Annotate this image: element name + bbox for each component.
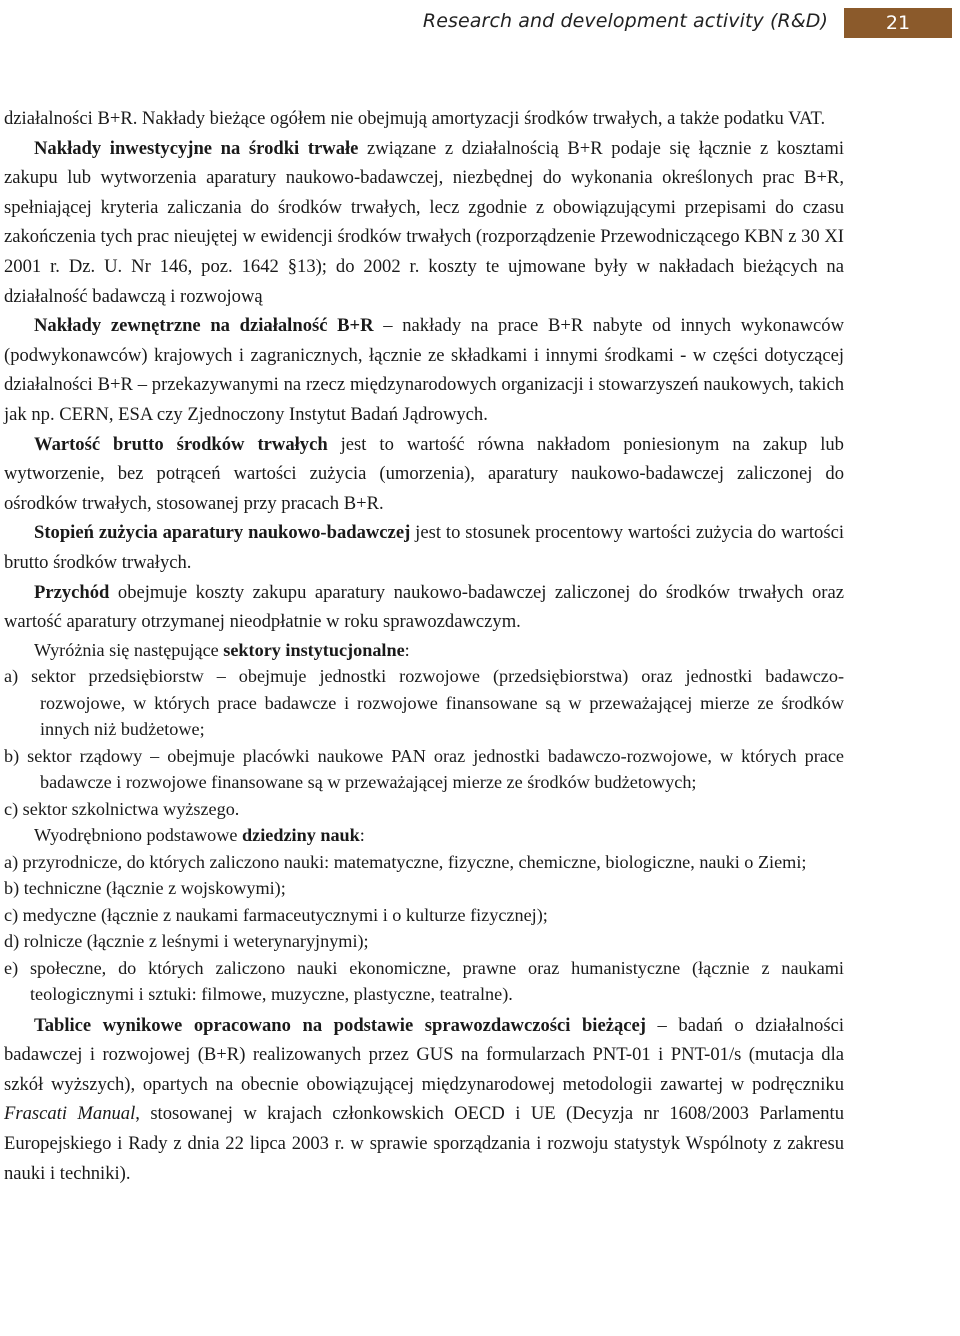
- running-title: Research and development activity (R&D): [422, 10, 828, 32]
- list-item: b) techniczne (łącznie z wojskowymi);: [4, 878, 286, 899]
- list-item: c) sektor szkolnictwa wyższego.: [4, 798, 240, 819]
- term: sektory instytucjonalne: [223, 639, 405, 660]
- term: Tablice wynikowe opracowano na podstawie sprawozdawczości bieżącej: [34, 1014, 646, 1036]
- term: Nakłady inwestycyjne na środki trwałe: [34, 137, 359, 159]
- list-item: c) medyczne (łącznie z naukami farmaceutycznymi i o kulturze fizycznej);: [4, 904, 548, 925]
- paragraph-continuation: działalności B+R. Nakłady bieżące ogółem nie obejmują amortyzacji środków trwałych, a także podatku VAT.: [4, 108, 826, 129]
- body-text: [4, 104, 844, 1188]
- fields-intro: Wyodrębniono podstawowe dziedziny nauk:: [34, 825, 365, 846]
- fields-list: [4, 822, 844, 1008]
- definition: – nakłady na prace B+R nabyte od innych wykonawców (podwykonawców) krajowych i zagranicznych, łącznie ze składkami i innymi środkami - w części dotyczącej działalności B+R – przekazywanymi na rzecz międzynarodowych organizacji i stowarzyszeń naukowych, takich jak np. CERN, ESA czy Zjednoczony Instytut Badań Jądrowych.: [4, 315, 844, 425]
- term: Nakłady zewnętrzne na działalność B+R: [34, 315, 374, 337]
- list-item: e) społeczne, do których zaliczono nauki ekonomiczne, prawne oraz humanistyczne (łącznie z naukami teologicznymi i sztuki: filmowe, muzyczne, plastyczne, teatralne).: [4, 957, 844, 1005]
- page-header: [0, 8, 960, 38]
- definition: obejmuje koszty zakupu aparatury naukowo-badawczej zaliczonej do środków trwałych oraz wartość aparatury otrzymanej nieodpłatnie w roku sprawozdawczym.: [4, 581, 844, 633]
- definition: jest to wartość równa nakładom poniesionym na zakup lub wytworzenie, bez potrąceń wartości zużycia (umorzenia), aparatury naukowo-badawczej zaliczonej do ośrodków trwałych, stosowanej przy pracach B+R.: [4, 433, 844, 514]
- paragraph-result-tables: Tablice wynikowe opracowano na podstawie sprawozdawczości bieżącej – badań o działalności badawczej i rozwojowej (B+R) realizowanych przez GUS na formularzach PNT-01 i PNT-01/s (mutacja dla szkół wyższych), opartych na obecnie obowiązującej międzynarodowej metodologii zawartej w podręczniku Frascati Manual, stosowanej w krajach członkowskich OECD i UE (Decyzja nr 1608/2003 Parlamentu Europejskiego i Rady z dnia 22 lipca 2003 r. w sprawie sporządzania i rozwoju statystyk Wspólnoty z zakresu nauki i techniki).: [4, 1014, 845, 1184]
- definition: jest to stosunek procentowy wartości zużycia do wartości brutto środków trwałych.: [4, 522, 844, 573]
- manual-title: Frascati Manual: [4, 1103, 136, 1125]
- sectors-list: [4, 637, 844, 823]
- paragraph-investment-outlays: [4, 134, 844, 312]
- term: Stopień zużycia aparatury naukowo-badawczej: [34, 522, 411, 544]
- paragraph-external-outlays: [4, 311, 844, 429]
- list-item: a) przyrodnicze, do których zaliczono nauki: matematyczne, fizyczne, chemiczne, biologiczne, nauki o Ziemi;: [4, 851, 807, 872]
- list-item: d) rolnicze (łącznie z leśnymi i weterynaryjnymi);: [4, 931, 369, 952]
- page-number-badge: 21: [844, 8, 952, 38]
- list-item: b) sektor rządowy – obejmuje placówki naukowe PAN oraz jednostki badawczo-rozwojowe, w których prace badawcze i rozwojowe finansowane są w przeważającej mierze ze środków budżetowych;: [4, 745, 844, 793]
- term: Przychód: [34, 581, 110, 603]
- paragraph-income: [4, 578, 844, 637]
- sectors-intro: Wyróżnia się następujące sektory instytucjonalne:: [34, 639, 410, 660]
- definition: związane z działalnością B+R podaje się łącznie z kosztami zakupu lub wytworzenia aparatury naukowo-badawczej, niezbędnej do wykonania określonych prac B+R, spełniającej kryteria zaliczania do środków trwałych, lecz zgodnie z obowiązującymi przepisami do czasu zakończenia tych prac nieujętej w ewidencji środków trwałych (rozporządzenie Przewodniczącego KBN z 30 XI 2001 r. Dz. U. Nr 146, poz. 1642 §13); do 2002 r. koszty te ujmowane były w nakładach bieżących na działalność badawczą i rozwojową: [4, 137, 845, 307]
- paragraph-gross-value: [4, 430, 844, 519]
- paragraph-wear-degree: [4, 518, 844, 577]
- term: Wartość brutto środków trwałych: [34, 433, 328, 455]
- list-item: a) sektor przedsiębiorstw – obejmuje jednostki rozwojowe (przedsiębiorstwa) oraz jednostki badawczo-rozwojowe, w których prace badawcze i rozwojowe finansowane są w przeważającej mierze ze środków innych niż budżetowe;: [4, 666, 844, 740]
- term: dziedziny nauk: [242, 825, 360, 846]
